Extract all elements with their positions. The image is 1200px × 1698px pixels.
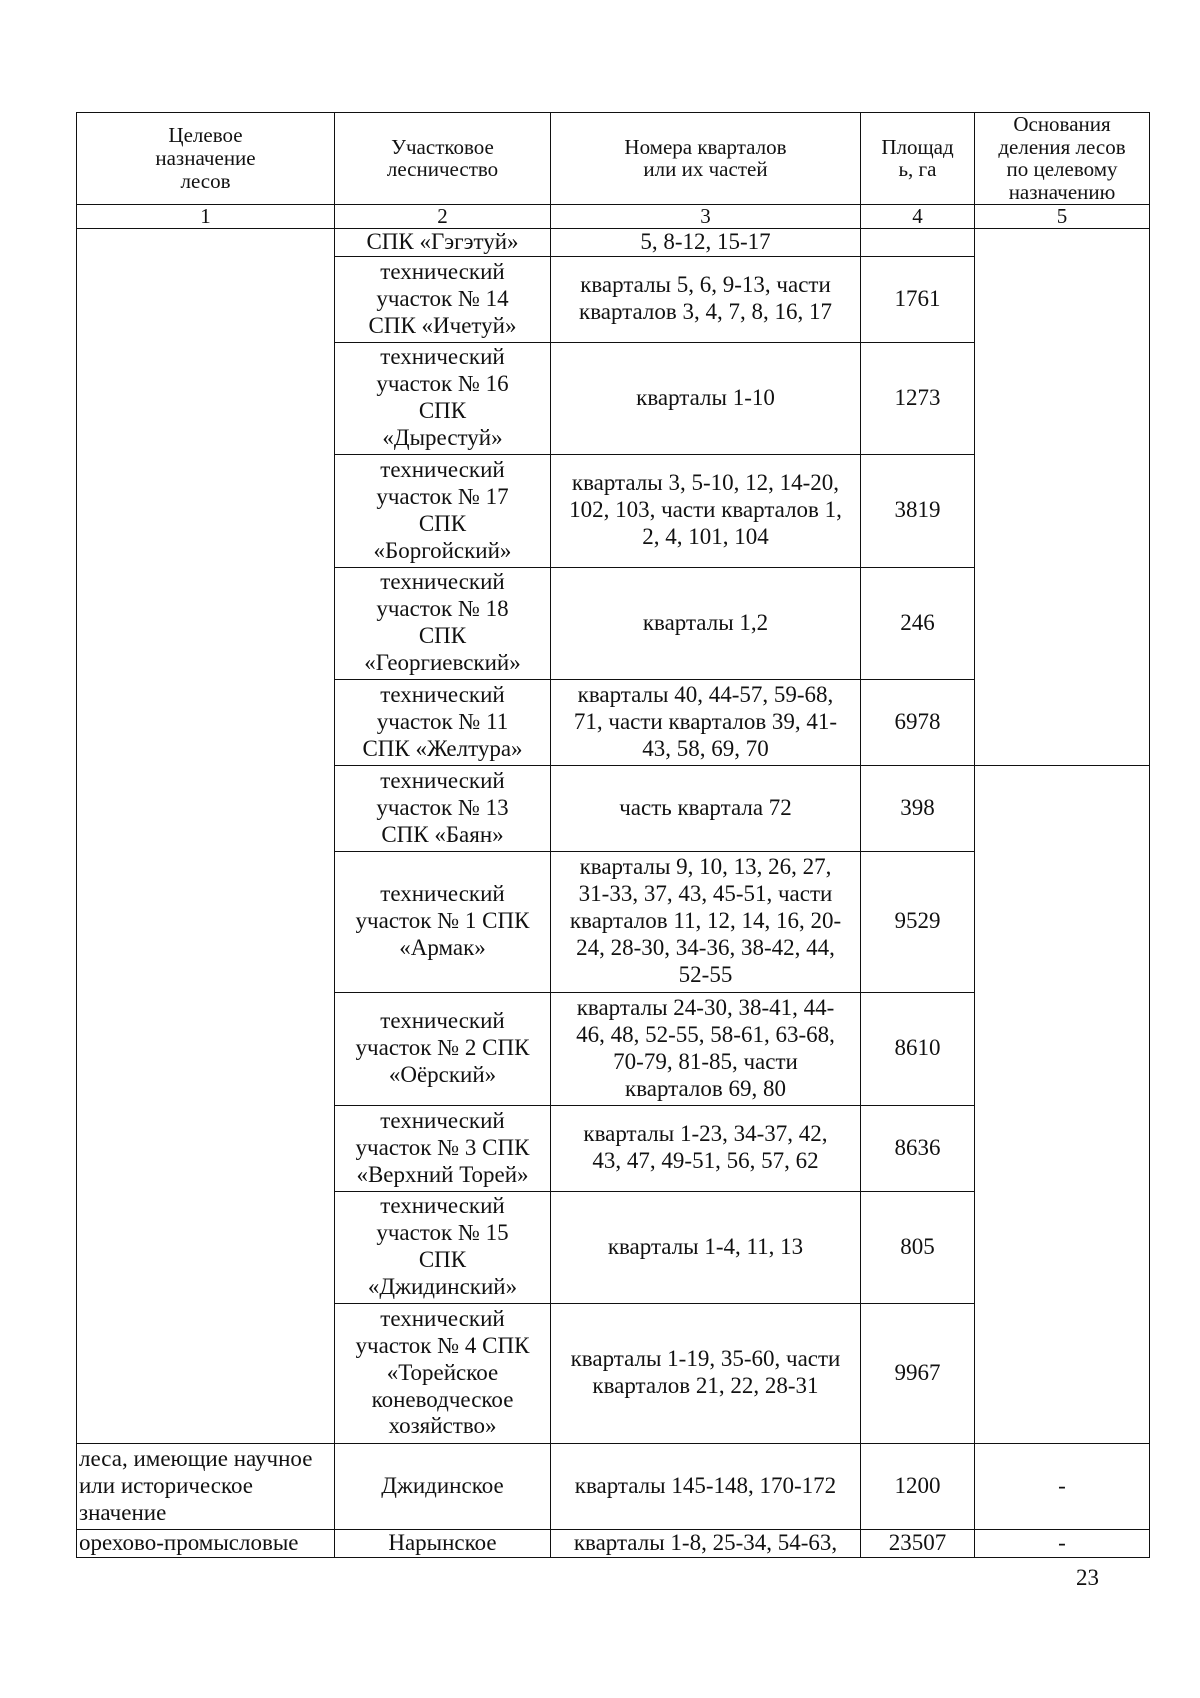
cell-lines: кварталы 1-4, 11, 13 — [607, 1233, 804, 1259]
quarters-cell: кварталы 1-8, 25-34, 54-63, — [551, 1529, 861, 1557]
cell-lines: технический участок № 15 СПК «Джидинский» — [367, 1193, 518, 1299]
cell-lines: технический участок № 18 СПК «Георгиевский» — [364, 569, 521, 675]
quarters-cell: кварталы 145-148, 170-172 — [551, 1443, 861, 1529]
basis-cell-merged — [975, 228, 1150, 765]
area-cell: 6978 — [861, 679, 975, 765]
cell-lines: Целевое назначение лесов — [155, 123, 256, 193]
basis-cell: - — [975, 1443, 1150, 1529]
cell-lines: Площад ь, га — [881, 134, 954, 182]
quarters-cell — [551, 228, 861, 256]
area-cell: 23507 — [861, 1529, 975, 1557]
header-forestry — [335, 113, 551, 205]
area-cell: 1761 — [861, 256, 975, 342]
quarters-cell — [551, 256, 861, 342]
area-cell: 9967 — [861, 1303, 975, 1443]
cell-lines: Участковое лесничество — [386, 134, 499, 182]
table-row-nut — [77, 1529, 1150, 1557]
area-cell: 1200 — [861, 1443, 975, 1529]
quarters-cell — [551, 765, 861, 851]
forestry-cell — [335, 454, 551, 567]
table-row-scientific — [77, 1443, 1150, 1529]
column-number: 4 — [861, 204, 975, 228]
basis-cell: - — [975, 1529, 1150, 1557]
cell-lines: кварталы 5, 6, 9-13, части кварталов 3, 4, 7, 8, 16, 17 — [579, 272, 832, 325]
quarters-cell — [551, 454, 861, 567]
quarters-cell — [551, 679, 861, 765]
cell-lines: Основания деления лесов по целевому назначению — [998, 112, 1126, 205]
cell-lines: технический участок № 2 СПК «Оёрский» — [355, 1008, 530, 1088]
quarters-cell — [551, 851, 861, 992]
cell-lines: технический участок № 14 СПК «Ичетуй» — [368, 258, 517, 338]
cell-lines: кварталы 1-19, 35-60, части кварталов 21, 22, 28-31 — [570, 1346, 841, 1399]
quarters-cell — [551, 1191, 861, 1303]
column-number-row — [77, 204, 1150, 228]
area-cell: 9529 — [861, 851, 975, 992]
column-number: 1 — [77, 204, 335, 228]
cell-lines: Номера кварталов или их частей — [624, 134, 787, 182]
forestry-cell — [335, 765, 551, 851]
forestry-cell — [335, 1105, 551, 1191]
cell-lines: кварталы 1-23, 34-37, 42, 43, 47, 49-51, 56, 57, 62 — [583, 1121, 828, 1174]
cell-lines: часть квартала 72 — [619, 794, 792, 820]
forest-purpose-table — [76, 112, 1150, 1558]
area-cell: 1273 — [861, 342, 975, 454]
cell-lines: кварталы 1,2 — [642, 609, 769, 635]
quarters-cell — [551, 1303, 861, 1443]
forestry-cell: Джидинское — [335, 1443, 551, 1529]
area-cell: 8636 — [861, 1105, 975, 1191]
header-purpose — [77, 113, 335, 205]
cell-lines: технический участок № 4 СПК «Торейское коневодческое хозяйство» — [355, 1305, 530, 1439]
purpose-cell: орехово-промысловые — [77, 1529, 335, 1557]
cell-lines: кварталы 1-10 — [636, 384, 775, 410]
forestry-cell — [335, 851, 551, 992]
cell-lines: технический участок № 13 СПК «Баян» — [376, 767, 509, 847]
forestry-cell — [335, 228, 551, 256]
cell-lines: технический участок № 11 СПК «Желтура» — [362, 681, 523, 761]
purpose-cell-merged — [77, 228, 335, 1443]
table-row — [77, 228, 1150, 256]
forestry-cell: Нарынское — [335, 1529, 551, 1557]
forestry-cell — [335, 342, 551, 454]
area-cell: 246 — [861, 567, 975, 679]
cell-lines: леса, имеющие научное или историческое значение — [79, 1445, 313, 1525]
cell-lines: 5, 8-12, 15-17 — [640, 228, 771, 254]
cell-lines: кварталы 24-30, 38-41, 44- 46, 48, 52-55, 58-61, 63-68, 70-79, 81-85, части кварталов 69, 80 — [576, 994, 835, 1101]
cell-lines: кварталы 40, 44-57, 59-68, 71, части кварталов 39, 41- 43, 58, 69, 70 — [573, 681, 838, 761]
cell-lines: технический участок № 17 СПК «Боргойский» — [373, 456, 512, 563]
quarters-cell — [551, 992, 861, 1105]
cell-lines: технический участок № 1 СПК «Армак» — [355, 881, 530, 961]
forestry-cell — [335, 1191, 551, 1303]
cell-lines: кварталы 9, 10, 13, 26, 27, 31-33, 37, 43, 45-51, части кварталов 11, 12, 14, 16, 20- 24, 28-30, 34-36, 38-42, 44, 52-55 — [569, 854, 842, 987]
area-cell: 398 — [861, 765, 975, 851]
quarters-cell — [551, 567, 861, 679]
purpose-cell — [77, 1443, 335, 1529]
page-number: 23 — [1076, 1565, 1099, 1590]
forestry-cell — [335, 679, 551, 765]
area-cell — [861, 228, 975, 256]
area-cell: 3819 — [861, 454, 975, 567]
cell-lines: кварталы 3, 5-10, 12, 14-20, 102, 103, части кварталов 1, 2, 4, 101, 104 — [569, 470, 842, 550]
column-number: 5 — [975, 204, 1150, 228]
forestry-cell — [335, 1303, 551, 1443]
cell-lines: СПК «Гэгэтуй» — [366, 228, 519, 254]
header-area — [861, 113, 975, 205]
header-row — [77, 113, 1150, 205]
quarters-cell — [551, 1105, 861, 1191]
column-number: 3 — [551, 204, 861, 228]
quarters-cell — [551, 342, 861, 454]
cell-lines: технический участок № 3 СПК «Верхний Торей» — [355, 1107, 530, 1187]
forestry-cell — [335, 992, 551, 1105]
area-cell: 8610 — [861, 992, 975, 1105]
header-quarters — [551, 113, 861, 205]
header-basis — [975, 113, 1150, 205]
forestry-cell — [335, 256, 551, 342]
column-number: 2 — [335, 204, 551, 228]
basis-cell-merged — [975, 765, 1150, 1443]
cell-lines: технический участок № 16 СПК «Дырестуй» — [376, 344, 509, 450]
forestry-cell — [335, 567, 551, 679]
area-cell: 805 — [861, 1191, 975, 1303]
